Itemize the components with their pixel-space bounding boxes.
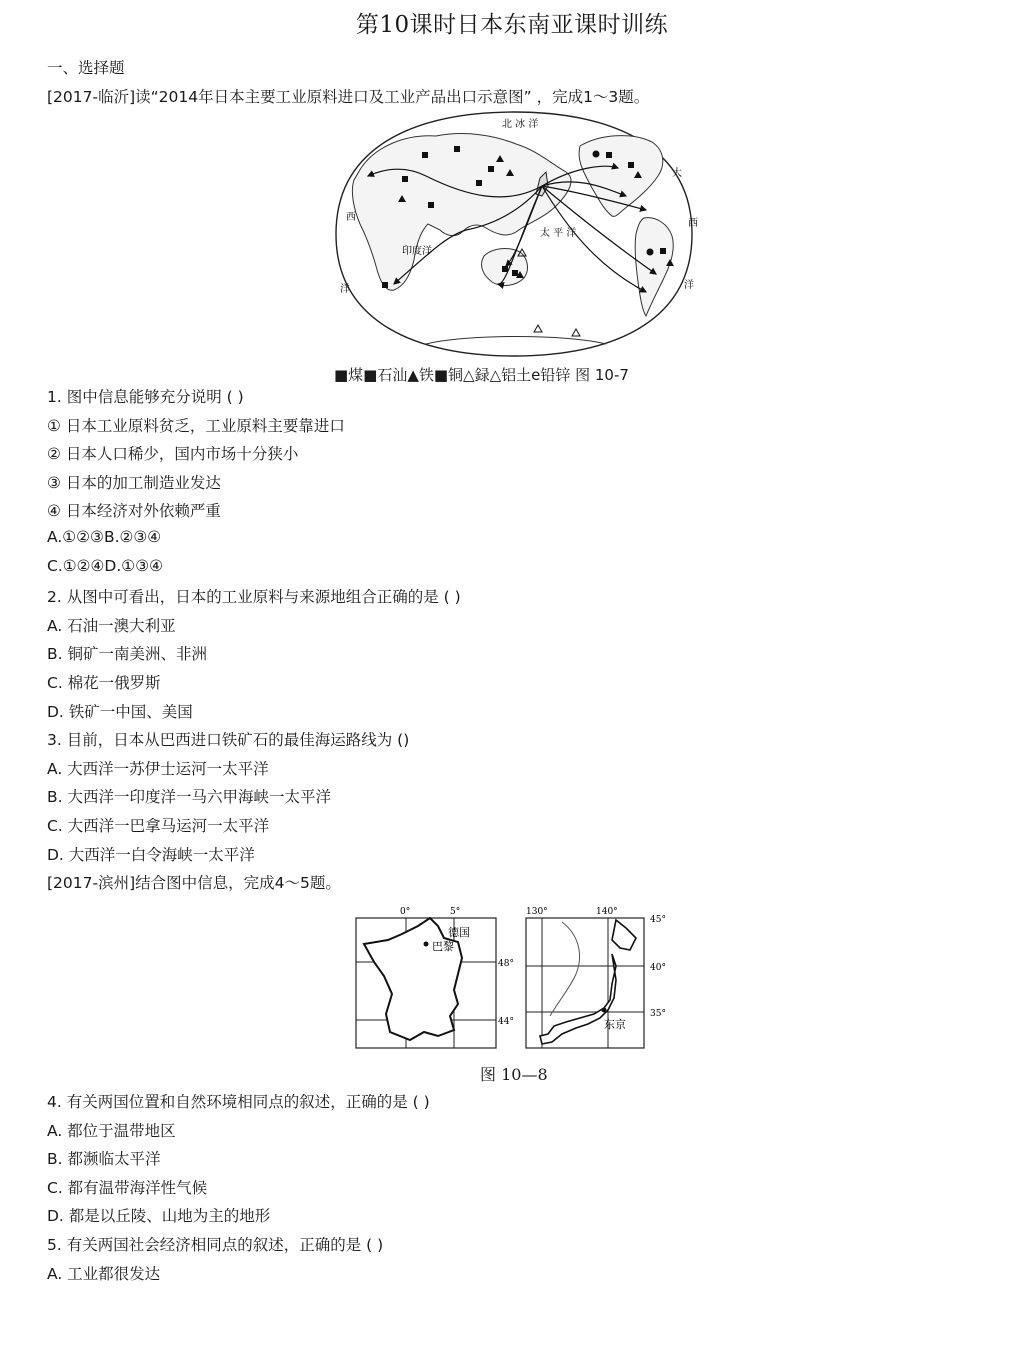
label-atlantic-ocean-left: 洋 <box>340 284 350 295</box>
world-trade-map <box>316 106 712 362</box>
figure-caption-10-8: 图 10—8 <box>480 1065 548 1084</box>
label-atlantic-ocean-right: 洋 <box>684 280 694 291</box>
question-line: 3. 目前，日本从巴西进口铁矿石的最佳海运路线为 () <box>47 731 410 750</box>
label-arctic-ocean: 北 冰 洋 <box>502 119 539 130</box>
label-lon-0: 0° <box>400 907 411 917</box>
label-atlantic-west-left: 西 <box>346 212 356 223</box>
question-line: D. 铁矿一中国、美国 <box>47 702 193 721</box>
label-lat-48: 48° <box>498 959 514 969</box>
question-line: 4. 有关两国位置和自然环境相同点的叙述，正确的是 ( ) <box>47 1093 430 1111</box>
label-tokyo: 东京 <box>604 1018 626 1031</box>
question-line: C. 棉花一俄罗斯 <box>47 674 161 692</box>
intro-text-1: [2017-临沂]读“2014年日本主要工业原料进口及工业产品出口示意图” ，完成1～3题。 <box>47 88 650 106</box>
land-antarctica <box>426 337 606 345</box>
map-legend: ■煤■石汕▲铁■铜△録△铝土e铅锌 图 10-7 <box>334 366 629 384</box>
question-line: 5. 有关两国社会经济相同点的叙述，正确的是 ( ) <box>47 1236 384 1254</box>
label-indian-ocean: 印度洋 <box>402 246 432 257</box>
label-lat-35: 35° <box>650 1009 666 1019</box>
question-line: B. 铜矿一南美洲、非洲 <box>47 645 207 664</box>
label-lat-44: 44° <box>498 1017 514 1027</box>
label-lon-130: 130° <box>526 907 548 917</box>
land-south-america <box>635 218 673 316</box>
question-line: A. 大西洋一苏伊士运河一太平洋 <box>47 759 269 778</box>
label-atlantic-west-right: 西 <box>688 218 698 229</box>
question-line: B. 大西洋一印度洋一马六甲海峡一太平洋 <box>47 788 331 807</box>
label-germany: 德国 <box>448 926 470 939</box>
land-eurasia-africa <box>352 134 571 291</box>
label-paris: 巴黎 <box>432 940 454 953</box>
question-line: B. 都濒临太平洋 <box>47 1150 161 1169</box>
question-line: A. 工业都很发达 <box>47 1264 161 1283</box>
question-line: D. 大西洋一白令海峡一太平洋 <box>47 845 255 864</box>
question-line: ② 日本人口稀少，国内市场十分狭小 <box>47 445 299 464</box>
section-heading: 一、选择题 <box>47 59 125 77</box>
question-line: A. 都位于温带地区 <box>47 1121 176 1140</box>
label-lon-140: 140° <box>596 907 618 917</box>
question-line: ③ 日本的加工制造业发达 <box>47 473 221 492</box>
question-line: C.①②④D.①③④ <box>47 556 163 575</box>
label-lat-40: 40° <box>650 963 666 973</box>
question-line: ④ 日本经济对外依赖严重 <box>47 502 221 521</box>
label-lat-45: 45° <box>650 915 666 925</box>
question-line: D. 都是以丘陵、山地为主的地形 <box>47 1207 271 1226</box>
question-line: C. 大西洋一巴拿马运河一太平洋 <box>47 817 270 835</box>
label-pacific-ocean: 太 平 洋 <box>540 228 577 239</box>
question-line: A. 石油一澳大利亚 <box>47 616 176 635</box>
question-line: [2017-滨州]结合图中信息，完成4～5题。 <box>47 874 341 893</box>
label-atlantic-da-right: 大 <box>672 168 682 179</box>
page-title: 第10课时日本东南亚课时训练 <box>355 12 669 38</box>
question-line: 1. 图中信息能够充分说明 ( ) <box>47 388 244 406</box>
land-north-america <box>579 136 663 217</box>
question-line: ① 日本工业原料贫乏，工业原料主要靠进口 <box>47 416 345 435</box>
question-line: A.①②③B.②③④ <box>47 528 162 546</box>
label-lon-5: 5° <box>450 907 461 917</box>
question-line: C. 都有温带海洋性气候 <box>47 1178 208 1197</box>
france-japan-map <box>354 904 674 1054</box>
question-line: 2. 从图中可看出，日本的工业原料与来源地组合正确的是 ( ) <box>47 588 461 607</box>
